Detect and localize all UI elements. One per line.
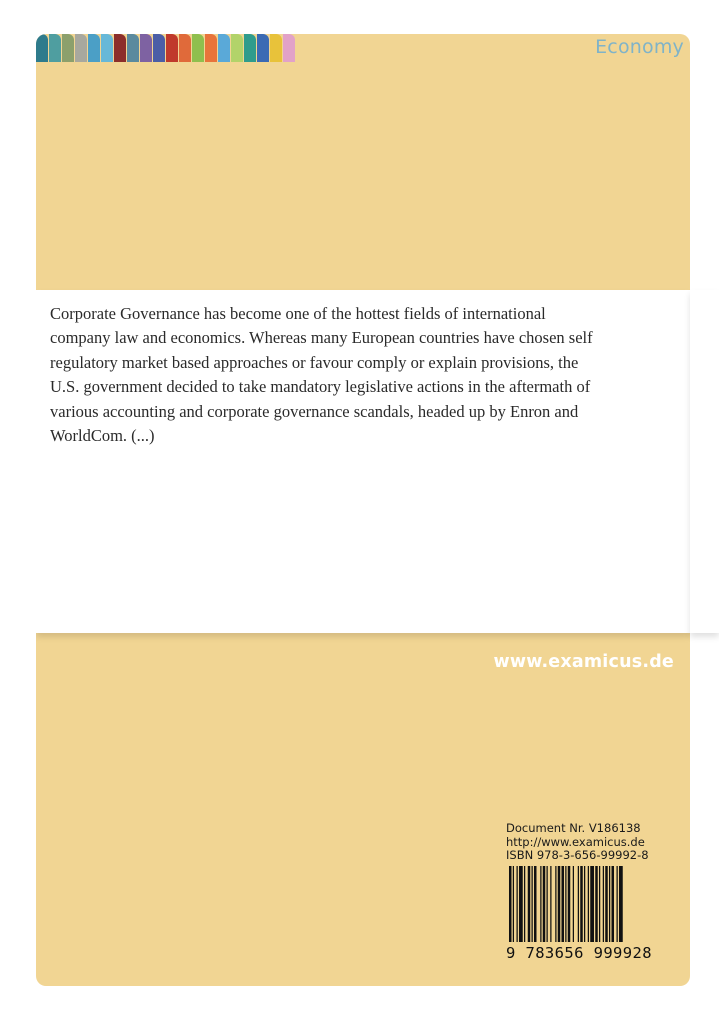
barcode-bar bbox=[540, 866, 541, 942]
color-stripe bbox=[270, 34, 282, 62]
barcode-bar bbox=[528, 866, 531, 942]
barcode-bar bbox=[619, 866, 623, 942]
barcode-bar bbox=[603, 866, 604, 942]
barcode-bar bbox=[580, 866, 583, 942]
color-stripe bbox=[140, 34, 152, 62]
color-stripe bbox=[166, 34, 178, 62]
color-stripe bbox=[179, 34, 191, 62]
barcode-bar bbox=[543, 866, 546, 942]
color-stripe bbox=[75, 34, 87, 62]
barcode-bar bbox=[590, 866, 594, 942]
barcode-bar bbox=[534, 866, 537, 942]
color-stripe bbox=[205, 34, 217, 62]
barcode-bar bbox=[568, 866, 571, 942]
color-stripe bbox=[244, 34, 256, 62]
barcode-digits: 9 783656 999928 bbox=[506, 944, 652, 962]
barcode-bar bbox=[584, 866, 585, 942]
barcode-bar bbox=[532, 866, 533, 942]
color-stripe bbox=[36, 34, 48, 62]
color-stripe bbox=[114, 34, 126, 62]
barcode-bar bbox=[617, 866, 618, 942]
barcode-bar bbox=[595, 866, 598, 942]
book-back-cover bbox=[36, 34, 690, 986]
barcode-bar bbox=[547, 866, 548, 942]
barcode-bar bbox=[517, 866, 518, 942]
color-stripe bbox=[231, 34, 243, 62]
blurb-text: Corporate Governance has become one of the hottest fields of international company law and economics. Whereas many European countries have chosen self regulatory market based approaches or favour comply or explain provisions, the U.S. government decided to take mandatory legislative actions in the aftermath of various accounting and corporate governance scandals, headed up by Enron and WorldCom. (...) bbox=[50, 304, 593, 446]
barcode-bar bbox=[513, 866, 514, 942]
isbn: ISBN 978-3-656-99992-8 bbox=[506, 848, 649, 862]
barcode-bar bbox=[555, 866, 556, 942]
publisher-website: www.examicus.de bbox=[493, 652, 674, 672]
color-stripe bbox=[257, 34, 269, 62]
color-stripe bbox=[101, 34, 113, 62]
document-number: Document Nr. V186138 bbox=[506, 821, 641, 835]
color-stripe bbox=[153, 34, 165, 62]
barcode-bar bbox=[605, 866, 608, 942]
barcode-bar bbox=[578, 866, 579, 942]
blurb-panel bbox=[36, 290, 690, 633]
barcode-bar bbox=[558, 866, 561, 942]
color-stripes bbox=[36, 34, 296, 62]
color-stripe bbox=[283, 34, 295, 62]
blurb-panel-extension bbox=[690, 290, 719, 633]
barcode-bar bbox=[524, 866, 525, 942]
color-stripe bbox=[62, 34, 74, 62]
barcode-bar bbox=[519, 866, 523, 942]
barcode-bar bbox=[612, 866, 615, 942]
barcode-bar bbox=[509, 866, 512, 942]
barcode-bar bbox=[573, 866, 574, 942]
color-stripe bbox=[88, 34, 100, 62]
document-info bbox=[506, 822, 649, 863]
color-stripe bbox=[49, 34, 61, 62]
barcode-bars bbox=[506, 864, 672, 946]
color-stripe bbox=[192, 34, 204, 62]
color-stripe bbox=[218, 34, 230, 62]
category-label: Economy bbox=[595, 36, 684, 58]
color-stripe bbox=[127, 34, 139, 62]
barcode-bar bbox=[588, 866, 589, 942]
barcode bbox=[506, 864, 672, 964]
document-url: http://www.examicus.de bbox=[506, 834, 645, 849]
barcode-bar bbox=[565, 866, 566, 942]
barcode-bar bbox=[562, 866, 565, 942]
barcode-bar bbox=[599, 866, 600, 942]
barcode-bar bbox=[609, 866, 610, 942]
barcode-bar bbox=[550, 866, 551, 942]
